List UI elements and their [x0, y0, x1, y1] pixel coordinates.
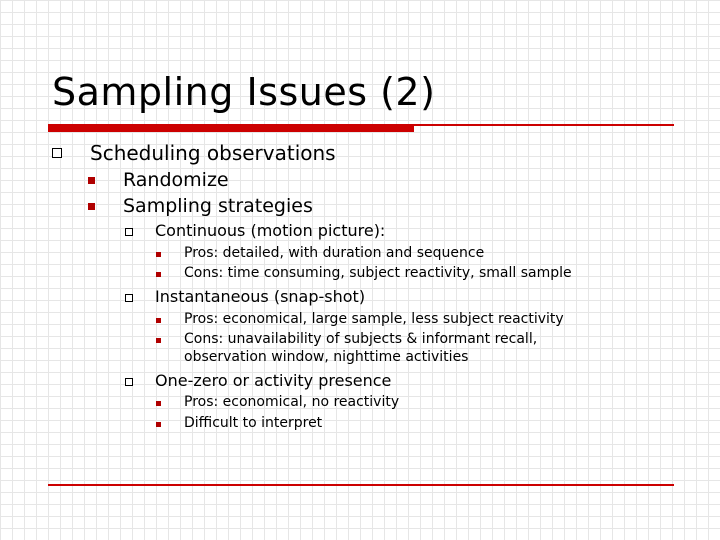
hollow-square-bullet-icon: [125, 228, 133, 236]
bullet-randomize: Randomize: [123, 169, 229, 191]
hollow-square-bullet-icon: [125, 378, 133, 386]
bullet-scheduling-observations: Scheduling observations: [90, 141, 336, 165]
hollow-square-bullet-icon: [52, 148, 62, 158]
title-underline-thick: [48, 124, 414, 132]
slide-title: Sampling Issues (2): [52, 70, 436, 114]
instantaneous-pros: Pros: economical, large sample, less subject reactivity: [184, 311, 564, 327]
instantaneous-cons: Cons: unavailability of subjects & informant recall,: [184, 331, 538, 347]
title-underline-thin: [414, 124, 674, 126]
red-square-bullet-icon: [156, 422, 161, 427]
bullet-continuous: Continuous (motion picture):: [155, 221, 386, 240]
bullet-sampling-strategies: Sampling strategies: [123, 195, 313, 217]
hollow-square-bullet-icon: [125, 294, 133, 302]
red-square-bullet-icon: [156, 338, 161, 343]
instantaneous-cons-continuation: observation window, nighttime activities: [184, 349, 469, 365]
red-square-bullet-icon: [156, 272, 161, 277]
red-square-bullet-icon: [88, 203, 95, 210]
bullet-one-zero: One-zero or activity presence: [155, 371, 392, 390]
continuous-cons: Cons: time consuming, subject reactivity, small sample: [184, 265, 572, 281]
red-square-bullet-icon: [156, 401, 161, 406]
continuous-pros: Pros: detailed, with duration and sequence: [184, 245, 485, 261]
red-square-bullet-icon: [156, 318, 161, 323]
bullet-instantaneous: Instantaneous (snap-shot): [155, 287, 366, 306]
red-square-bullet-icon: [88, 177, 95, 184]
footer-rule: [48, 484, 674, 486]
one-zero-pros: Pros: economical, no reactivity: [184, 394, 400, 410]
one-zero-difficult: Difficult to interpret: [184, 415, 323, 431]
red-square-bullet-icon: [156, 252, 161, 257]
